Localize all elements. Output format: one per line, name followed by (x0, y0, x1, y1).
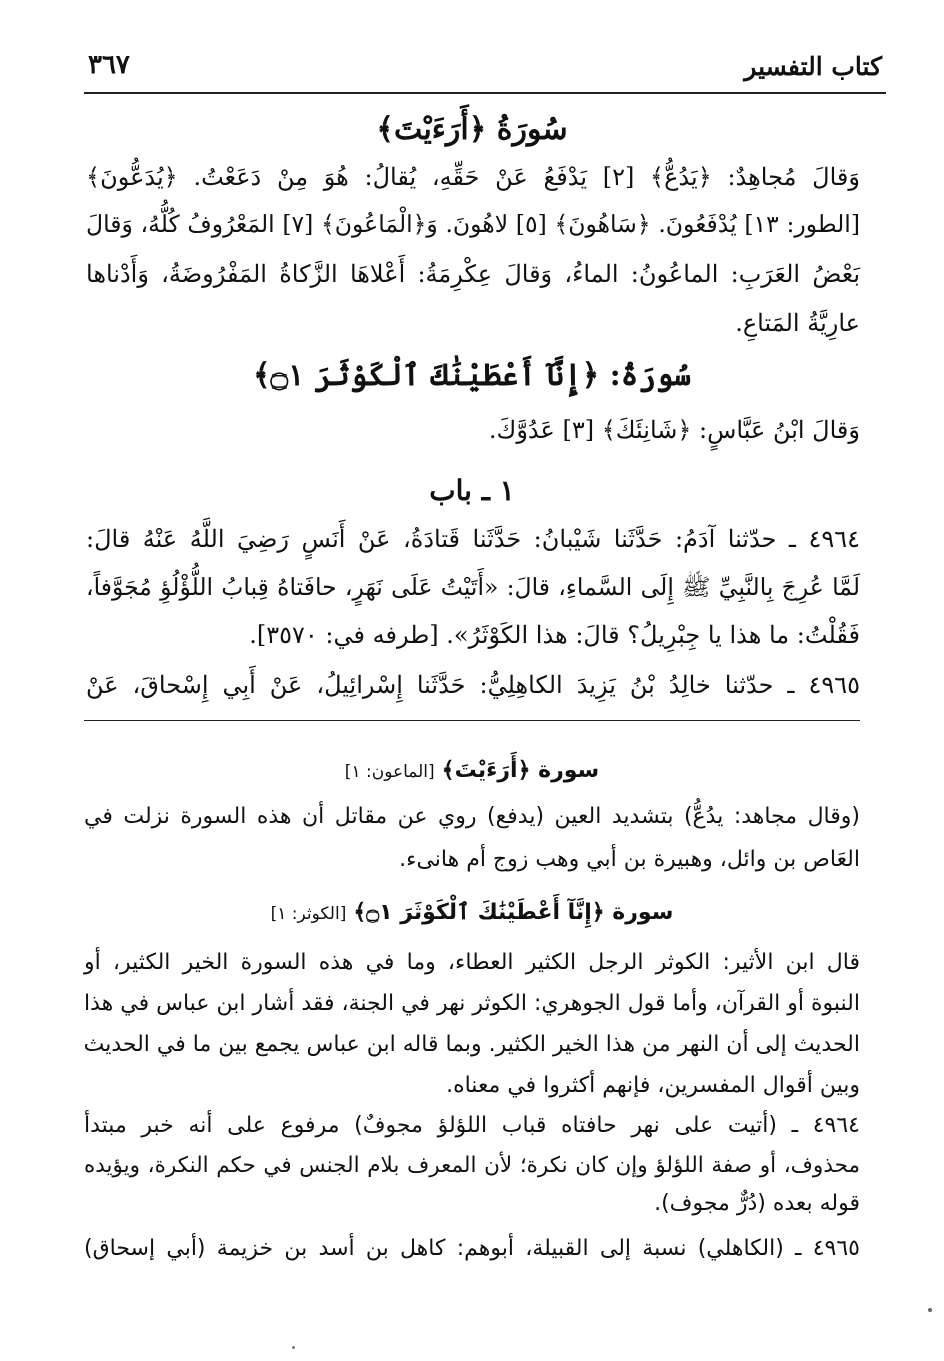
scan-speck (928, 1308, 932, 1312)
note-4964-line: محذوف، أو صفة اللؤلؤ وإن كان نكرة؛ لأن المعرف بلام الجنس في حكم النكرة، ويؤيده (84, 1153, 860, 1178)
note-line: وبين أقوال المفسرين، فإنهم أكثروا في معناه. (446, 1073, 860, 1098)
note-line: (وقال مجاهد: يدُعُّ) بتشديد العين (يدفع) روي عن مقاتل أن هذه السورة نزلت في (84, 804, 860, 829)
note-4964-line: قوله بعده (دُرٌّ مجوف). (654, 1191, 860, 1216)
note-surah-heading-araayta (84, 760, 860, 782)
note-heading-ref: [الكوثر: ١] (270, 904, 347, 924)
note-4964-line: ٤٩٦٤ ـ (أتيت على نهر حافتاه قباب اللؤلؤ مجوفٌ) مرفوع على أنه خبر مبتدأ (84, 1113, 860, 1138)
hadith-4964-line: فَقُلْتُ: ما هذا يا جِبْرِيلُ؟ قالَ: هذا الكَوْثَرُ». [طرفه في: ٣٥٧٠]. (249, 621, 860, 649)
main-text-line: [الطور: ١٣] يُدْفَعُونَ. ﴿سَاهُونَ﴾ [٥] لاهُونَ. وَ﴿الْمَاعُونَ﴾ [٧] المَعْرُوفُ كُلُّهُ، وَقالَ (86, 210, 860, 238)
note-line: النبوة أو القرآن، وأما قول الجوهري: الكوثر نهر في الجنة، فقد أشار ابن عباس في هذا (84, 991, 860, 1016)
running-header-title: كتاب التفسير (744, 52, 882, 81)
footnote-divider (84, 720, 860, 721)
note-line: قال ابن الأثير: الكوثر الرجل الكثير العطاء، وما في هذه السورة الخير الكثير، أو (84, 950, 860, 975)
note-4965-line: ٤٩٦٥ ـ (الكاهلي) نسبة إلى القبيلة، أبوهم: كاهل بن أسد بن خزيمة (أبي إسحاق) (84, 1236, 860, 1261)
main-text-line: بَعْضُ العَرَبِ: الماعُونُ: الماءُ، وَقالَ عِكْرِمَةُ: أَعْلاهَا الزَّكاةُ المَفْرُوضَةُ، وَأَدْناها (86, 260, 860, 288)
header-divider (84, 92, 886, 94)
chapter-heading-bab: ١ ـ باب (429, 474, 515, 507)
scan-speck (292, 1346, 295, 1349)
main-text-line: عارِيَّةُ المَتاعِ. (735, 309, 860, 337)
note-heading-text: سورة ﴿إِنَّآ أَعْطَيْنَٰكَ ٱلْكَوْثَرَ ۝١﴾ (353, 900, 674, 925)
hadith-4965-line: ٤٩٦٥ ـ حدّثنا خالِدُ بْنُ يَزِيدَ الكاهِلِيُّ: حَدَّثَنا إِسْرائِيلُ، عَنْ أَبِي إِسْحاقَ، عَنْ (86, 671, 860, 699)
note-surah-heading-kawthar (84, 902, 860, 924)
note-line: العَاص بن وائل، وهبيرة بن أبي وهب زوج أم هانىء. (399, 847, 860, 872)
main-text-line: وَقالَ مُجاهِدٌ: ﴿يَدُعُّ﴾ [٢] يَدْفَعُ عَنْ حَقِّهِ، يُقالُ: هُوَ مِنْ دَعَعْتُ. ﴿يُدَعُّونَ﴾ (86, 163, 860, 191)
note-line: الحديث إلى أن النهر من هذا الخير الكثير. وبما قاله ابن عباس يجمع بين ما في الحديث (83, 1032, 860, 1057)
surah-heading-kawthar: سُورَةُ: ﴿إِنَّآ أَعْطَيْنَٰكَ ٱلْكَوْثَرَ ۝١﴾ (252, 358, 692, 393)
page-number: ٣٦٧ (88, 50, 130, 80)
surah-heading-araayta: سُورَةُ ﴿أَرَءَيْتَ﴾ (376, 112, 568, 147)
hadith-4964-line: لَمَّا عُرِجَ بِالنَّبِيِّ ﷺ إِلَى السَّماءِ، قالَ: «أَتَيْتُ عَلَى نَهَرٍ، حافَتاهُ قِبابُ اللُّؤْلُؤِ مُجَوَّفاً، (86, 573, 860, 601)
main-text-line: وَقالَ ابْنُ عَبَّاسٍ: ﴿شَانِئَكَ﴾ [٣] عَدُوَّكَ. (488, 416, 860, 444)
hadith-4964-line: ٤٩٦٤ ـ حدّثنا آدَمُ: حَدَّثَنا شَيْبانُ: حَدَّثَنا قَتادَةُ، عَنْ أَنَسٍ رَضِيَ اللَّهُ عَنْهُ قالَ: (86, 525, 861, 553)
note-heading-text: سورة ﴿أَرَءَيْتَ﴾ (441, 758, 600, 783)
note-heading-ref: [الماعون: ١] (344, 762, 435, 782)
